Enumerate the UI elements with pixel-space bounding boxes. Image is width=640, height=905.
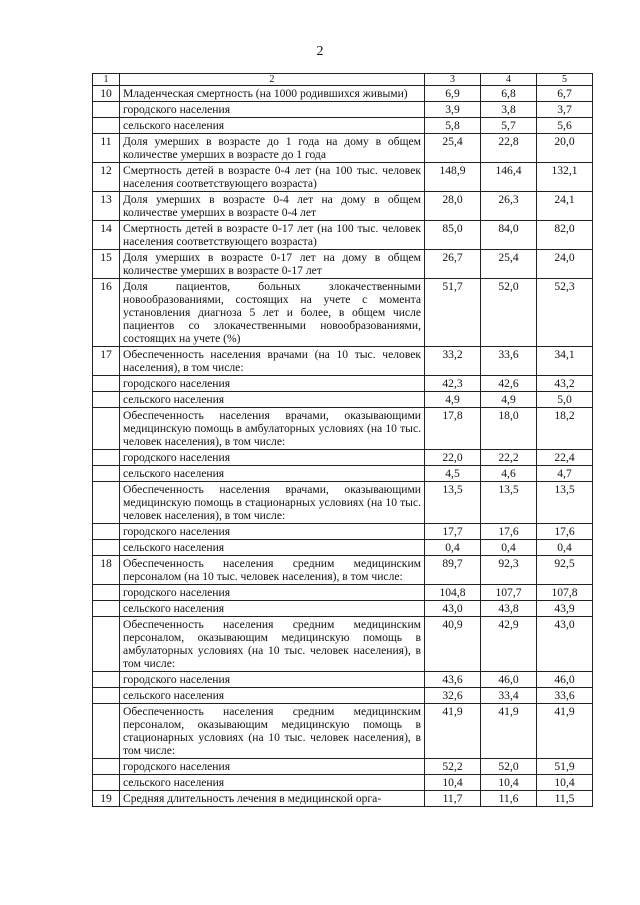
- indicator-value: 17,7: [425, 524, 481, 540]
- indicator-value: 17,8: [425, 408, 481, 450]
- table-row: [93, 250, 593, 279]
- indicator-name: городского населения: [120, 102, 425, 118]
- row-number: 19: [93, 791, 120, 807]
- table-row: [93, 482, 593, 524]
- table-row: [93, 704, 593, 759]
- indicator-value: 46,0: [537, 672, 593, 688]
- table-row: [93, 221, 593, 250]
- indicator-name: сельского населения: [120, 688, 425, 704]
- indicator-value: 3,8: [481, 102, 537, 118]
- row-number: [93, 540, 120, 556]
- table-row: [93, 688, 593, 704]
- indicator-value: 0,4: [425, 540, 481, 556]
- indicator-value: 85,0: [425, 221, 481, 250]
- indicator-value: 146,4: [481, 163, 537, 192]
- row-number: [93, 704, 120, 759]
- indicator-value: 5,6: [537, 118, 593, 134]
- header-row: [93, 74, 593, 86]
- indicator-value: 42,6: [481, 376, 537, 392]
- indicator-value: 33,6: [537, 688, 593, 704]
- indicator-name: Обеспеченность населения средним медицинским персоналом, оказывающим медицинскую помощь в амбулаторных условиях (на 10 тыс. человек населения), в том числе:: [120, 617, 425, 672]
- indicator-value: 148,9: [425, 163, 481, 192]
- header-cell: 1: [93, 74, 120, 86]
- table-row: [93, 585, 593, 601]
- indicator-value: 41,9: [425, 704, 481, 759]
- indicator-value: 11,5: [537, 791, 593, 807]
- row-number: 13: [93, 192, 120, 221]
- indicator-name: Смертность детей в возрасте 0-17 лет (на 100 тыс. человек населения соответствующего возраста): [120, 221, 425, 250]
- indicator-name: сельского населения: [120, 601, 425, 617]
- indicator-value: 3,7: [537, 102, 593, 118]
- row-number: [93, 601, 120, 617]
- table-row: [93, 672, 593, 688]
- indicator-value: 26,3: [481, 192, 537, 221]
- indicator-name: Обеспеченность населения средним медицинским персоналом (на 10 тыс. человек населения), в том числе:: [120, 556, 425, 585]
- indicator-value: 25,4: [425, 134, 481, 163]
- indicator-name: сельского населения: [120, 540, 425, 556]
- indicator-value: 5,7: [481, 118, 537, 134]
- header-cell: 2: [120, 74, 425, 86]
- row-number: [93, 466, 120, 482]
- indicator-value: 33,2: [425, 347, 481, 376]
- row-number: 17: [93, 347, 120, 376]
- row-number: [93, 482, 120, 524]
- indicator-name: Обеспеченность населения врачами (на 10 тыс. человек населения), в том числе:: [120, 347, 425, 376]
- table-row: [93, 466, 593, 482]
- indicator-value: 4,9: [425, 392, 481, 408]
- indicator-value: 52,0: [481, 279, 537, 347]
- indicator-value: 5,0: [537, 392, 593, 408]
- indicator-value: 5,8: [425, 118, 481, 134]
- indicator-value: 107,7: [481, 585, 537, 601]
- indicator-value: 4,6: [481, 466, 537, 482]
- table-row: [93, 163, 593, 192]
- indicator-value: 22,8: [481, 134, 537, 163]
- indicator-name: сельского населения: [120, 118, 425, 134]
- indicator-value: 20,0: [537, 134, 593, 163]
- indicator-name: сельского населения: [120, 392, 425, 408]
- indicator-value: 11,7: [425, 791, 481, 807]
- indicator-value: 24,1: [537, 192, 593, 221]
- indicator-value: 22,2: [481, 450, 537, 466]
- indicator-name: Доля умерших в возрасте до 1 года на дому в общем количестве умерших в возрасте до 1 года: [120, 134, 425, 163]
- indicator-name: Доля пациентов, больных злокачественными новообразованиями, состоящих на учете с момента установления диагноза 5 лет и более, в общем числе пациентов со злокачественными новообразованиями, состоящих на учете (%): [120, 279, 425, 347]
- indicator-value: 28,0: [425, 192, 481, 221]
- indicator-value: 51,7: [425, 279, 481, 347]
- indicator-value: 22,0: [425, 450, 481, 466]
- indicator-value: 33,6: [481, 347, 537, 376]
- row-number: [93, 688, 120, 704]
- indicator-name: Смертность детей в возрасте 0-4 лет (на 100 тыс. человек населения соответствующего возраста): [120, 163, 425, 192]
- row-number: [93, 392, 120, 408]
- indicator-name: Обеспеченность населения врачами, оказывающими медицинскую помощь в амбулаторных условиях (на 10 тыс. человек населения), в том числе:: [120, 408, 425, 450]
- table-row: [93, 759, 593, 775]
- indicator-value: 10,4: [537, 775, 593, 791]
- indicator-value: 43,6: [425, 672, 481, 688]
- indicator-value: 24,0: [537, 250, 593, 279]
- indicator-name: городского населения: [120, 759, 425, 775]
- indicator-value: 17,6: [537, 524, 593, 540]
- indicator-name: городского населения: [120, 524, 425, 540]
- row-number: [93, 775, 120, 791]
- indicator-value: 0,4: [537, 540, 593, 556]
- indicator-value: 84,0: [481, 221, 537, 250]
- indicator-name: городского населения: [120, 672, 425, 688]
- header-cell: 5: [537, 74, 593, 86]
- table-row: [93, 192, 593, 221]
- indicator-value: 25,4: [481, 250, 537, 279]
- table-row: [93, 376, 593, 392]
- indicator-value: 13,5: [537, 482, 593, 524]
- indicator-value: 43,0: [425, 601, 481, 617]
- row-number: [93, 408, 120, 450]
- row-number: 15: [93, 250, 120, 279]
- indicator-value: 43,0: [537, 617, 593, 672]
- table-row: [93, 617, 593, 672]
- indicator-value: 26,7: [425, 250, 481, 279]
- indicator-value: 104,8: [425, 585, 481, 601]
- indicator-value: 18,2: [537, 408, 593, 450]
- indicator-value: 52,3: [537, 279, 593, 347]
- indicator-value: 6,9: [425, 86, 481, 102]
- indicator-value: 4,7: [537, 466, 593, 482]
- table-row: [93, 86, 593, 102]
- row-number: 12: [93, 163, 120, 192]
- indicator-value: 0,4: [481, 540, 537, 556]
- indicator-name: городского населения: [120, 450, 425, 466]
- row-number: 16: [93, 279, 120, 347]
- indicator-value: 3,9: [425, 102, 481, 118]
- indicator-value: 52,2: [425, 759, 481, 775]
- table-row: [93, 408, 593, 450]
- table-row: [93, 601, 593, 617]
- header-cell: 4: [481, 74, 537, 86]
- indicator-value: 4,9: [481, 392, 537, 408]
- indicator-value: 46,0: [481, 672, 537, 688]
- row-number: [93, 585, 120, 601]
- indicator-value: 41,9: [537, 704, 593, 759]
- indicator-value: 10,4: [481, 775, 537, 791]
- indicator-value: 51,9: [537, 759, 593, 775]
- indicator-name: сельского населения: [120, 775, 425, 791]
- indicator-value: 13,5: [425, 482, 481, 524]
- table-row: [93, 450, 593, 466]
- row-number: [93, 102, 120, 118]
- indicator-value: 43,8: [481, 601, 537, 617]
- indicator-name: Младенческая смертность (на 1000 родившихся живыми): [120, 86, 425, 102]
- row-number: [93, 759, 120, 775]
- table-row: [93, 102, 593, 118]
- page-number: 2: [316, 44, 324, 59]
- table-row: [93, 524, 593, 540]
- indicator-value: 41,9: [481, 704, 537, 759]
- table-row: [93, 118, 593, 134]
- indicator-value: 42,3: [425, 376, 481, 392]
- indicators-table: [92, 73, 593, 807]
- row-number: [93, 450, 120, 466]
- indicator-name: Средняя длительность лечения в медицинской орга-: [120, 791, 425, 807]
- table-row: [93, 134, 593, 163]
- indicator-name: городского населения: [120, 376, 425, 392]
- indicator-name: Доля умерших в возрасте 0-17 лет на дому в общем количестве умерших в возрасте 0-17 лет: [120, 250, 425, 279]
- table-row: [93, 392, 593, 408]
- row-number: [93, 672, 120, 688]
- indicator-value: 22,4: [537, 450, 593, 466]
- indicator-value: 92,3: [481, 556, 537, 585]
- indicator-value: 33,4: [481, 688, 537, 704]
- indicator-name: сельского населения: [120, 466, 425, 482]
- row-number: [93, 376, 120, 392]
- table-row: [93, 556, 593, 585]
- row-number: 11: [93, 134, 120, 163]
- table-row: [93, 540, 593, 556]
- indicator-value: 92,5: [537, 556, 593, 585]
- indicator-value: 34,1: [537, 347, 593, 376]
- indicator-value: 4,5: [425, 466, 481, 482]
- indicator-name: Доля умерших в возрасте 0-4 лет на дому в общем количестве умерших в возрасте 0-4 лет: [120, 192, 425, 221]
- indicator-value: 89,7: [425, 556, 481, 585]
- indicator-value: 18,0: [481, 408, 537, 450]
- indicator-value: 52,0: [481, 759, 537, 775]
- indicator-value: 10,4: [425, 775, 481, 791]
- table-row: [93, 791, 593, 807]
- row-number: 18: [93, 556, 120, 585]
- indicator-value: 13,5: [481, 482, 537, 524]
- table-row: [93, 279, 593, 347]
- row-number: [93, 524, 120, 540]
- row-number: 14: [93, 221, 120, 250]
- indicator-value: 40,9: [425, 617, 481, 672]
- table-row: [93, 775, 593, 791]
- row-number: 10: [93, 86, 120, 102]
- indicator-value: 11,6: [481, 791, 537, 807]
- indicator-name: Обеспеченность населения средним медицинским персоналом, оказывающим медицинскую помощь в стационарных условиях (на 10 тыс. человек населения), в том числе:: [120, 704, 425, 759]
- indicator-name: городского населения: [120, 585, 425, 601]
- indicator-value: 82,0: [537, 221, 593, 250]
- indicator-value: 17,6: [481, 524, 537, 540]
- row-number: [93, 118, 120, 134]
- indicator-value: 42,9: [481, 617, 537, 672]
- indicator-value: 6,7: [537, 86, 593, 102]
- indicator-value: 32,6: [425, 688, 481, 704]
- indicator-value: 43,9: [537, 601, 593, 617]
- indicator-name: Обеспеченность населения врачами, оказывающими медицинскую помощь в стационарных условиях (на 10 тыс. человек населения), в том числе:: [120, 482, 425, 524]
- indicator-value: 107,8: [537, 585, 593, 601]
- indicator-value: 6,8: [481, 86, 537, 102]
- indicator-value: 43,2: [537, 376, 593, 392]
- indicator-value: 132,1: [537, 163, 593, 192]
- row-number: [93, 617, 120, 672]
- header-cell: 3: [425, 74, 481, 86]
- table-row: [93, 347, 593, 376]
